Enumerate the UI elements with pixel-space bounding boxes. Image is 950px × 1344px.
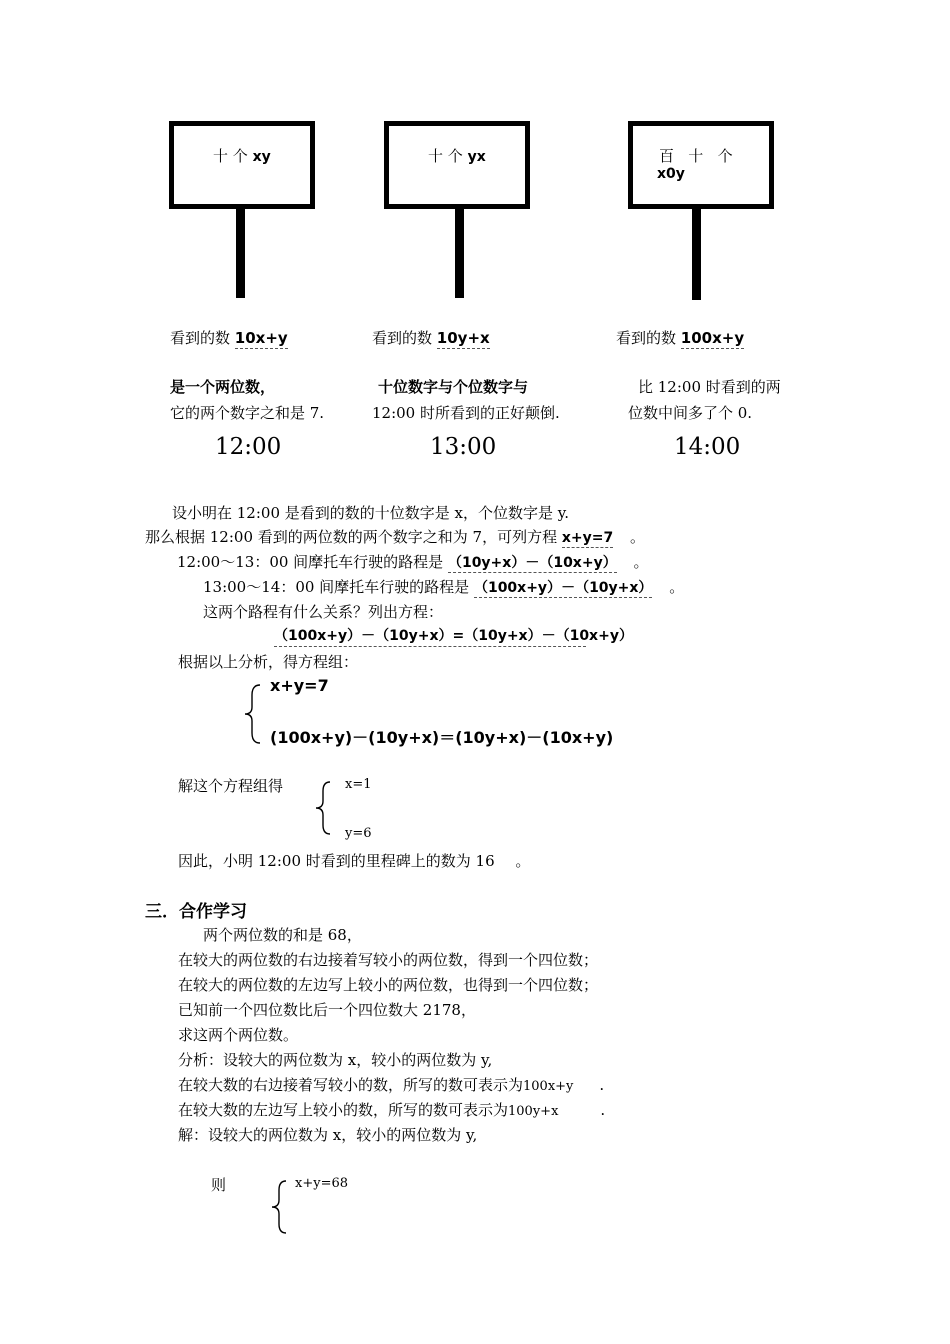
- analysis-line-4-answer: （100x+y）－（10y+x）: [473, 580, 653, 596]
- system-eq-2: (100x+y)－(10y+x)＝(10y+x)－(10x+y): [270, 728, 614, 747]
- section-3-heading: 三．合作学习: [145, 902, 247, 922]
- sign-3-desc-line2: 位数中间多了个 0.: [628, 404, 753, 422]
- section-3-line-5: 求这两个两位数。: [178, 1026, 299, 1044]
- analysis-line-3-text: 12:00～13：00 间摩托车行驶的路程是: [177, 553, 444, 571]
- then-label: 则: [211, 1176, 227, 1194]
- seen-value-3: 100x+y: [680, 329, 745, 347]
- section-3-line-1: 两个两位数的和是 68，: [203, 926, 362, 944]
- milestone-post-2: [455, 209, 464, 298]
- sign-2-places: 十 个: [428, 147, 463, 165]
- seen-number-1: [170, 327, 288, 348]
- conclusion-answer: 16: [475, 852, 495, 870]
- analysis-line-1: 设小明在 12:00 是看到的数的十位数字是 x，个位数字是 y.: [172, 504, 570, 522]
- seen-value-2: 10y+x: [436, 329, 490, 347]
- then-brace: [270, 1179, 290, 1235]
- section-3-line-3: 在较大的两位数的左边写上较小的两位数，也得到一个四位数；: [178, 976, 599, 994]
- sign-2-time: 13:00: [430, 434, 497, 460]
- system-brace-1: [242, 683, 264, 745]
- section-3-left-text: 在较大数的左边写上较小的数，所写的数可表示为: [178, 1101, 509, 1119]
- conclusion-text: 因此，小明 12:00 时看到的里程碑上的数为: [178, 852, 471, 870]
- sign-1-label: [213, 145, 271, 166]
- solve-label: 解这个方程组得: [178, 777, 284, 795]
- analysis-line-4-text: 13:00～14：00 间摩托车行驶的路程是: [203, 578, 470, 596]
- conclusion-end: 。: [515, 852, 531, 870]
- milestone-post-3: [692, 209, 701, 300]
- section-3-right-line: [178, 1074, 604, 1095]
- sign-3-places: 百 十 个: [659, 147, 733, 165]
- seen-number-3: [616, 327, 744, 348]
- sign-1-time: 12:00: [215, 434, 282, 460]
- sign-3-time: 14:00: [674, 434, 741, 460]
- analysis-line-2-text: 那么根据 12:00 看到的两位数的两个数字之和为 7，可列方程: [145, 528, 558, 546]
- section-3-line-2: 在较大的两位数的右边接着写较小的两位数，得到一个四位数；: [178, 951, 599, 969]
- section-3-left-answer: 100y+x: [508, 1104, 559, 1119]
- seen-prefix-2: 看到的数: [372, 329, 433, 347]
- section-3-line-6: 分析：设较大的两位数为 x，较小的两位数为 y,: [178, 1051, 493, 1069]
- section-3-right-answer: 100x+y: [523, 1079, 574, 1094]
- sign-2-desc-line1: 十位数字与个位数字与: [378, 378, 529, 396]
- analysis-line-4-end: 。: [669, 578, 685, 596]
- section-3-left-end: .: [600, 1101, 606, 1119]
- sign-2-label: [428, 145, 486, 166]
- section-3-right-end: .: [599, 1076, 605, 1094]
- conclusion-line: [178, 850, 530, 871]
- sign-1-digits: xy: [252, 149, 271, 165]
- solution-x: x=1: [345, 777, 372, 792]
- milestone-post-1: [236, 209, 245, 298]
- analysis-line-5: 这两个路程有什么关系？列出方程：: [203, 603, 444, 621]
- sign-3-desc-line1: 比 12:00 时看到的两: [638, 378, 781, 396]
- analysis-line-3-answer: （10y+x）－（10x+y）: [447, 555, 617, 571]
- section-3-line-4: 已知前一个四位数比后一个四位数大 2178，: [178, 1001, 476, 1019]
- analysis-line-3: [177, 551, 649, 572]
- sign-1-desc-line1: 是一个两位数，: [170, 378, 276, 396]
- system-eq-1: x+y=7: [270, 676, 329, 695]
- analysis-line-2-end: 。: [630, 528, 646, 546]
- analysis-line-2-answer: x+y=7: [561, 530, 614, 546]
- analysis-line-6: （100x+y）－（10y+x）=（10y+x）－（10x+y）: [274, 625, 586, 647]
- sign-1-places: 十 个: [213, 147, 248, 165]
- then-eq-1: x+y=68: [295, 1176, 349, 1191]
- sign-2-digits: yx: [467, 149, 486, 165]
- analysis-line-4: [203, 576, 684, 597]
- seen-value-1: 10x+y: [234, 329, 288, 347]
- solution-brace: [314, 780, 334, 836]
- section-3-right-text: 在较大数的右边接着写较小的数，所写的数可表示为: [178, 1076, 524, 1094]
- section-3-solution-line: 解：设较大的两位数为 x，较小的两位数为 y,: [178, 1126, 478, 1144]
- seen-number-2: [372, 327, 490, 348]
- sign-2-desc-line2: 12:00 时所看到的正好颠倒.: [372, 404, 560, 422]
- seen-prefix-1: 看到的数: [170, 329, 231, 347]
- section-3-left-line: [178, 1099, 605, 1120]
- solution-y: y=6: [345, 826, 372, 841]
- sign-3-digits: x0y: [657, 166, 685, 182]
- analysis-line-2: [145, 526, 645, 547]
- analysis-line-7: 根据以上分析，得方程组：: [178, 653, 359, 671]
- seen-prefix-3: 看到的数: [616, 329, 677, 347]
- analysis-line-3-end: 。: [633, 553, 649, 571]
- sign-1-desc-line2: 它的两个数字之和是 7.: [170, 404, 325, 422]
